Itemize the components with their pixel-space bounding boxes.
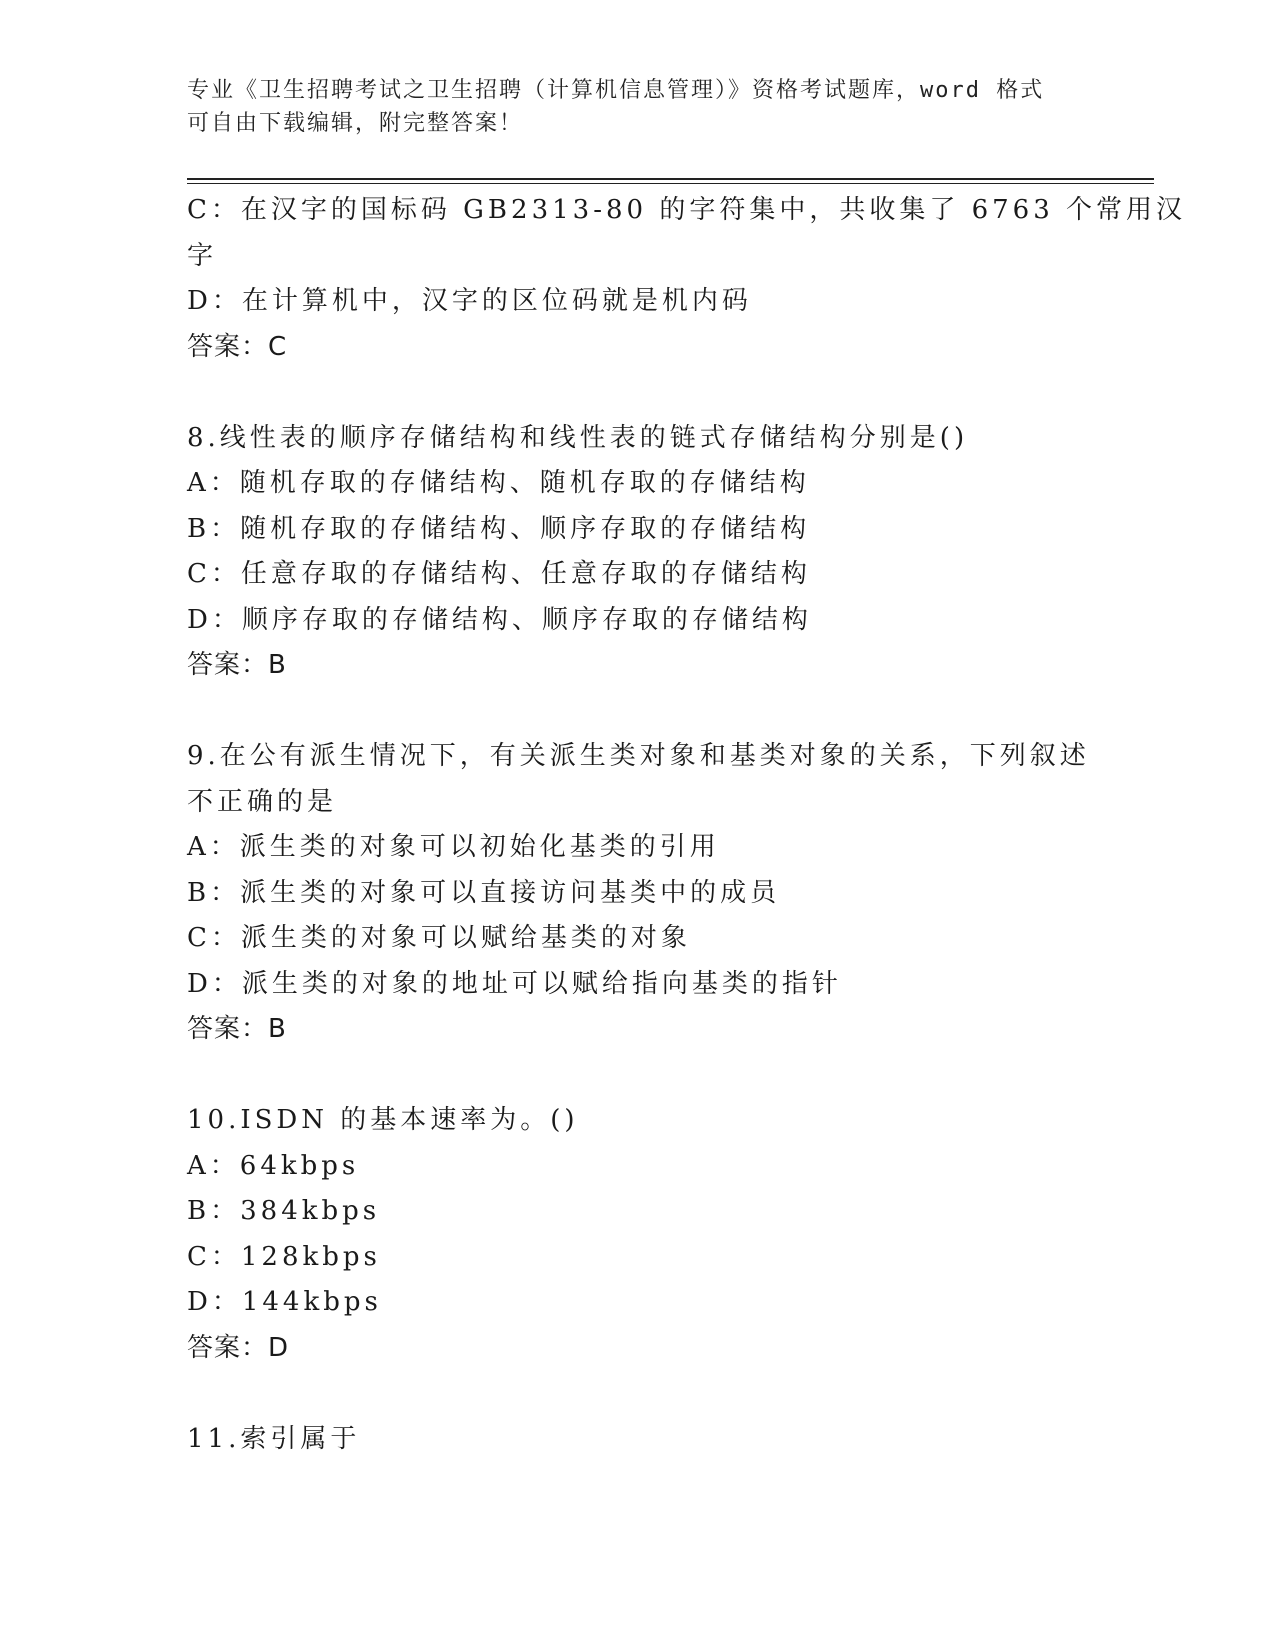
document-header: [187, 74, 1087, 140]
question-stem: 11.索引属于: [187, 1423, 361, 1454]
question-9: [187, 734, 1090, 1053]
answer: 答案：D: [187, 1332, 290, 1363]
option-a: A：64kbps: [187, 1150, 360, 1181]
question-stem: 10.ISDN 的基本速率为。(): [187, 1105, 579, 1135]
answer: 答案：B: [187, 650, 287, 680]
option-c: C：任意存取的存储结构、任意存取的存储结构: [187, 559, 811, 589]
spacer: [187, 1371, 1087, 1417]
header-line-2: 可自由下载编辑，附完整答案！: [187, 111, 524, 136]
option-a: A：随机存取的存储结构、随机存取的存储结构: [187, 468, 810, 498]
spacer: [187, 1053, 1087, 1099]
header-line-1: 专业《卫生招聘考试之卫生招聘（计算机信息管理）》资格考试题库，word 格式: [187, 78, 1045, 103]
option-c-continued: 字: [187, 240, 218, 271]
spacer: [187, 689, 1087, 735]
option-c: C：在汉字的国标码 GB2313-80 的字符集中，共收集了 6763 个常用汉: [187, 195, 1187, 225]
option-d: D：顺序存取的存储结构、顺序存取的存储结构: [187, 604, 812, 635]
header-divider-thick: [187, 178, 1154, 180]
option-d: D：派生类的对象的地址可以赋给指向基类的指针: [187, 968, 842, 999]
spacer: [187, 370, 1087, 416]
header-divider-thin: [187, 183, 1154, 184]
option-b: B：384kbps: [187, 1196, 381, 1226]
option-c: C：派生类的对象可以赋给基类的对象: [187, 923, 691, 953]
option-b: B：派生类的对象可以直接访问基类中的成员: [187, 877, 781, 908]
answer: 答案：C: [187, 331, 288, 362]
question-stem-continued: 不正确的是: [187, 786, 338, 817]
question-10: [187, 1098, 1087, 1371]
question-11: [187, 1417, 1087, 1463]
question-stem: 8.线性表的顺序存储结构和线性表的链式存储结构分别是(): [187, 422, 969, 453]
question-list: [187, 188, 1187, 1462]
question-7: [187, 188, 1187, 370]
question-8: [187, 416, 1087, 689]
option-a: A：派生类的对象可以初始化基类的引用: [187, 832, 720, 862]
option-b: B：随机存取的存储结构、顺序存取的存储结构: [187, 513, 811, 544]
option-c: C：128kbps: [187, 1241, 381, 1272]
answer: 答案：B: [187, 1014, 287, 1044]
option-d: D：144kbps: [187, 1287, 382, 1317]
option-d: D：在计算机中，汉字的区位码就是机内码: [187, 286, 752, 316]
question-stem: 9.在公有派生情况下，有关派生类对象和基类对象的关系，下列叙述: [187, 741, 1090, 771]
